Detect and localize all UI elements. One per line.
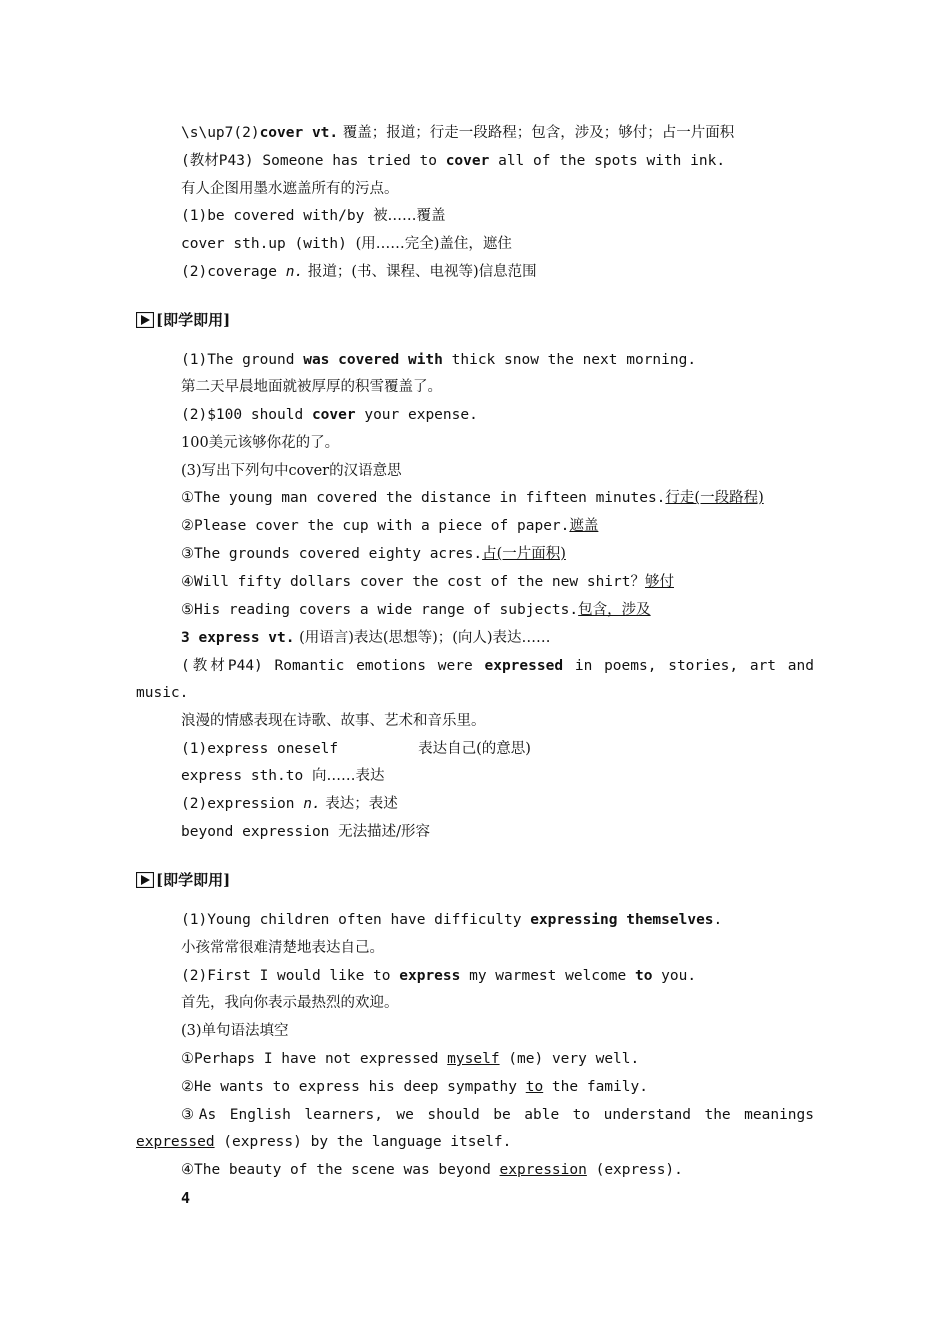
translation: 浪漫的情感表现在诗歌、故事、艺术和音乐里。 (181, 713, 486, 729)
exercise-item: ②Please cover the cup with a piece of paper.遮盖 (181, 518, 599, 534)
exercise-item: ④Will fifty dollars cover the cost of the new shirt？够付 (181, 574, 674, 590)
phrase-line: cover sth.up (with) (用……完全)盖住，遮住 (181, 236, 512, 252)
answer: expressed (136, 1134, 215, 1150)
phrase-line: beyond expression 无法描述/形容 (181, 824, 431, 840)
phrase-line: (1)express oneself 表达自己(的意思) (181, 741, 531, 757)
textbook-example: (教材P43) Someone has tried to cover all of the spots with ink. (181, 153, 726, 169)
play-icon (136, 312, 154, 328)
exercise-item: ①The young man covered the distance in fifteen minutes.行走(一段路程) (181, 490, 764, 506)
page-number: 4 (181, 1189, 191, 1207)
translation: 第二天早晨地面就被厚厚的积雪覆盖了。 (181, 379, 442, 395)
phrase-line: express sth.to 向……表达 (181, 768, 385, 784)
headword: cover vt. (259, 125, 339, 141)
textbook-example-cont: music. (136, 685, 189, 701)
translation: 小孩常常很难清楚地表达自己。 (181, 940, 384, 956)
play-icon (136, 872, 154, 888)
exercise-instruction: (3)写出下列句中cover的汉语意思 (181, 463, 402, 479)
entry-express-header: 3 express vt. (用语言)表达(思想等)；(向人)表达…… (181, 630, 551, 646)
answer: 行走(一段路程) (665, 490, 764, 506)
answer: expression (499, 1162, 587, 1178)
example-sentence: (2)First I would like to express my warmest welcome to you. (181, 968, 697, 984)
answer: 遮盖 (569, 518, 599, 534)
section-heading: [即学即用] (136, 870, 230, 890)
translation: 100美元该够你花的了。 (181, 435, 340, 451)
translation: 首先，我向你表示最热烈的欢迎。 (181, 995, 399, 1011)
answer: 包含，涉及 (578, 602, 651, 618)
answer: 够付 (645, 574, 674, 590)
answer: myself (447, 1051, 500, 1067)
exercise-item: ②He wants to express his deep sympathy to the family. (181, 1079, 648, 1095)
exercise-item: ③The grounds covered eighty acres.占(一片面积) (181, 546, 566, 562)
example-sentence: (1)The ground was covered with thick snow the next morning. (181, 352, 697, 368)
textbook-example: (教材P44) Romantic emotions were expressed in poems, stories, art and (181, 658, 814, 674)
headword: 3 express vt. (181, 630, 295, 646)
entry-cover-header: \s\up7(2)cover vt. 覆盖；报道；行走一段路程；包含，涉及；够付；占一片面积 (181, 125, 735, 141)
exercise-item-cont: expressed (express) by the language itself. (136, 1134, 512, 1150)
phrase-line: (1)be covered with/by 被……覆盖 (181, 208, 446, 224)
phrase-line: (2)coverage n. 报道；(书、课程、电视等)信息范围 (181, 264, 537, 280)
section-heading: [即学即用] (136, 310, 230, 330)
exercise-instruction: (3)单句语法填空 (181, 1023, 289, 1039)
example-sentence: (2)$100 should cover your expense. (181, 407, 478, 423)
example-sentence: (1)Young children often have difficulty expressing themselves. (181, 912, 723, 928)
exercise-item: ①Perhaps I have not expressed myself (me) very well. (181, 1051, 640, 1067)
phrase-line: (2)expression n. 表达；表述 (181, 796, 398, 812)
exercise-item: ③As English learners, we should be able to understand the meanings (181, 1107, 814, 1123)
answer: to (525, 1079, 544, 1095)
translation: 有人企图用墨水遮盖所有的污点。 (181, 181, 399, 197)
exercise-item: ⑤His reading covers a wide range of subjects.包含，涉及 (181, 602, 651, 618)
answer: 占(一片面积) (482, 546, 566, 562)
exercise-item: ④The beauty of the scene was beyond expression (express). (181, 1162, 683, 1178)
